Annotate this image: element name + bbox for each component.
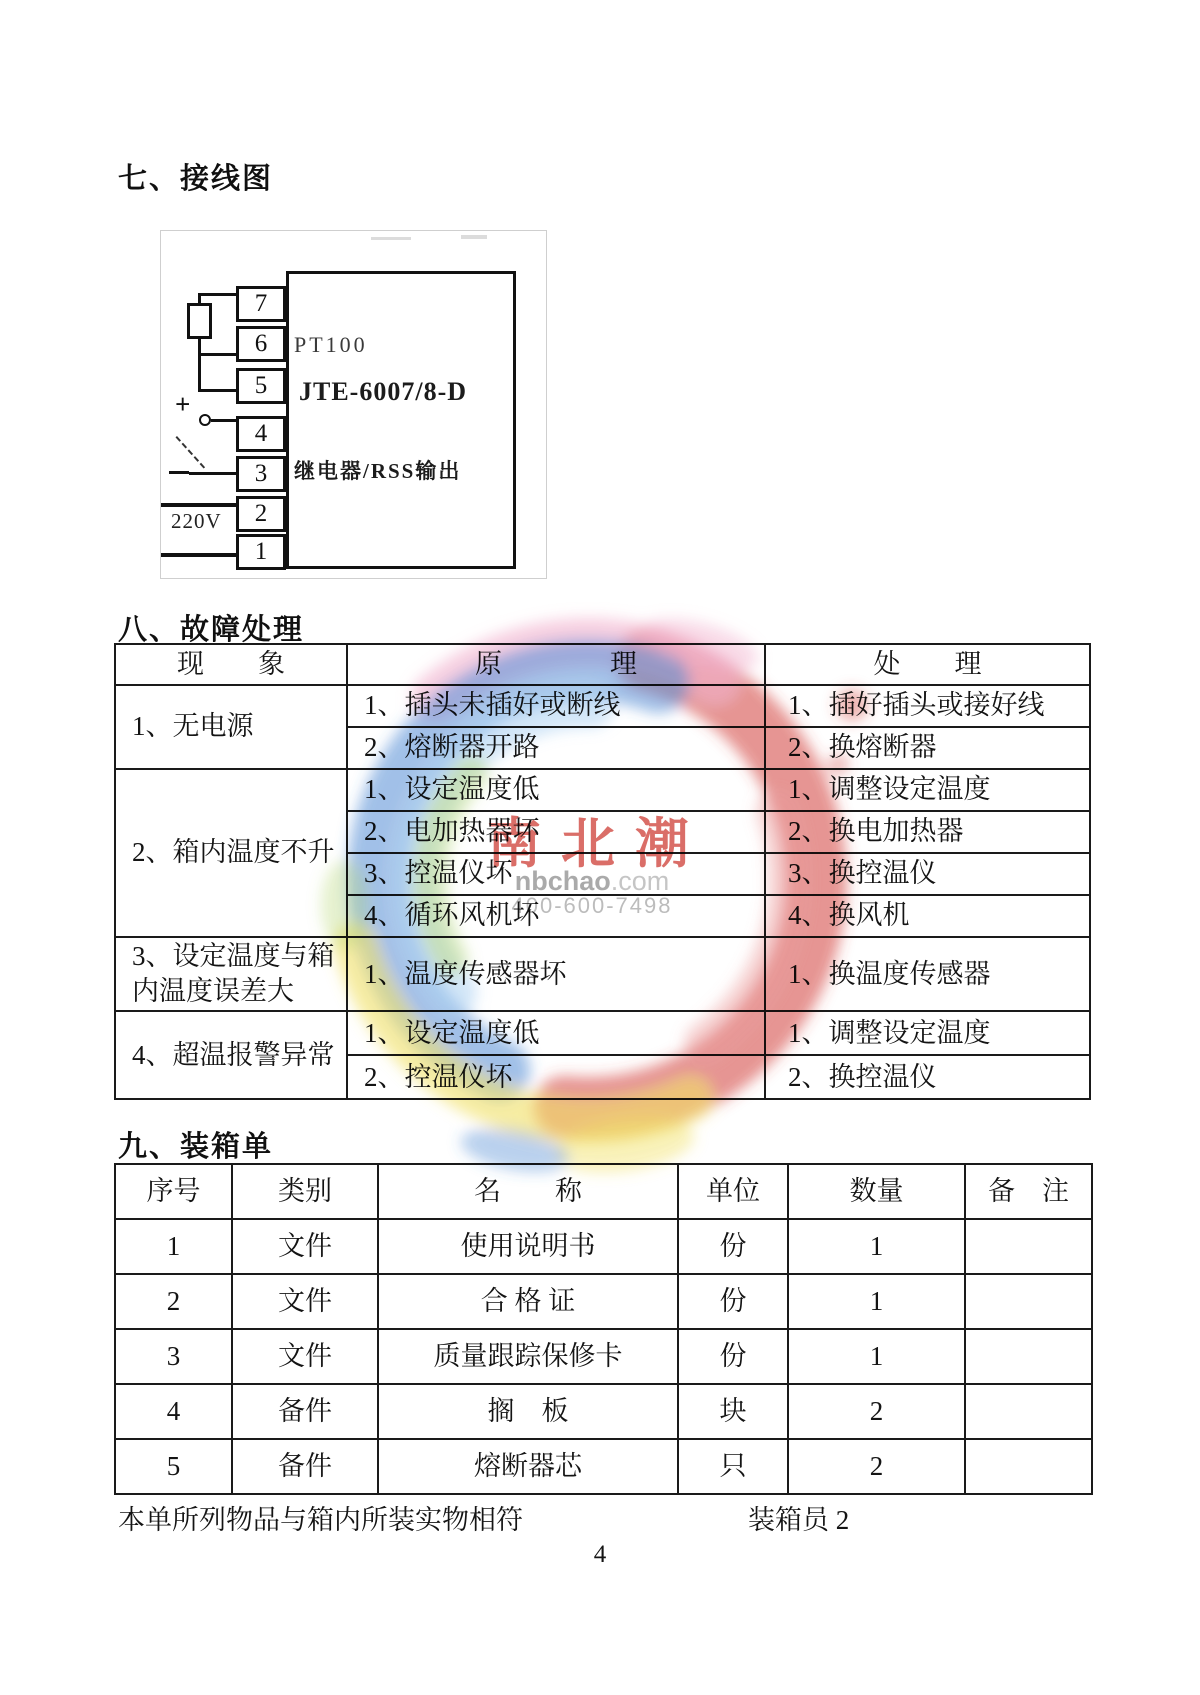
section-title-wiring: 七、接线图 [118, 163, 274, 195]
ts-header-remedy: 处 理 [765, 644, 1090, 685]
ts-cause: 2、控温仪坏 [347, 1055, 765, 1099]
pk-cell: 1 [788, 1219, 965, 1274]
pk-cell: 文件 [232, 1219, 378, 1274]
ts-remedy: 1、调整设定温度 [765, 1011, 1090, 1055]
terminal-box-1: 1 [236, 534, 286, 570]
pk-cell: 份 [678, 1219, 788, 1274]
terminal-box-3: 3 [236, 456, 286, 492]
watermark-domain-text: nbchao.com [514, 866, 670, 896]
ts-cause: 1、温度传感器坏 [347, 937, 765, 1011]
pk-cell: 备件 [232, 1439, 378, 1494]
ts-remedy: 1、插好插头或接好线 [765, 685, 1090, 727]
pk-cell: 2 [788, 1384, 965, 1439]
packing-list-table [114, 1163, 1093, 1495]
wire-power-neutral [161, 553, 236, 557]
packer-id: 装箱员 2 [748, 1505, 850, 1535]
pk-cell [965, 1384, 1092, 1439]
pk-cell [965, 1219, 1092, 1274]
ts-cause: 2、熔断器开路 [347, 727, 765, 769]
ts-remedy: 2、换电加热器 [765, 811, 1090, 853]
watermark-brand-text: 南北潮 [487, 814, 709, 874]
ts-remedy: 3、换控温仪 [765, 853, 1090, 895]
pk-cell: 1 [788, 1274, 965, 1329]
pk-cell [965, 1274, 1092, 1329]
pk-cell [965, 1329, 1092, 1384]
terminal-box-2: 2 [236, 496, 286, 532]
terminal-box-6: 6 [236, 326, 286, 362]
pk-cell: 备件 [232, 1384, 378, 1439]
pk-cell: 5 [115, 1439, 232, 1494]
controller-box [286, 271, 516, 569]
pk-cell: 1 [788, 1329, 965, 1384]
ts-remedy: 1、换温度传感器 [765, 937, 1090, 1011]
troubleshooting-table [114, 643, 1091, 1100]
pk-cell: 合 格 证 [378, 1274, 678, 1329]
ts-phenomenon: 2、箱内温度不升 [115, 769, 347, 937]
sensor-type-label: PT100 [294, 332, 368, 357]
relay-output-label: 继电器/RSS输出 [294, 459, 462, 483]
pk-cell: 使用说明书 [378, 1219, 678, 1274]
page-number: 4 [593, 1541, 607, 1568]
switch-contact-circle [199, 414, 211, 426]
pk-cell: 2 [788, 1439, 965, 1494]
pk-cell [965, 1439, 1092, 1494]
terminal-box-7: 7 [236, 286, 286, 322]
pk-header-qty: 数量 [788, 1164, 965, 1219]
pk-cell: 块 [678, 1384, 788, 1439]
scan-smudge [371, 237, 411, 240]
pk-cell: 质量跟踪保修卡 [378, 1329, 678, 1384]
pk-cell: 只 [678, 1439, 788, 1494]
ts-cause: 3、控温仪坏 [347, 853, 765, 895]
ts-remedy: 2、换控温仪 [765, 1055, 1090, 1099]
watermark-phone-text: 400-600-7498 [511, 893, 673, 918]
switch-plus-label: + [175, 389, 191, 419]
pk-header-no: 序号 [115, 1164, 232, 1219]
ts-cause: 1、插头未插好或断线 [347, 685, 765, 727]
pk-cell: 熔断器芯 [378, 1439, 678, 1494]
wire-terminal-5 [198, 389, 236, 392]
pk-cell: 文件 [232, 1274, 378, 1329]
terminal-box-5: 5 [236, 368, 286, 404]
pk-header-unit: 单位 [678, 1164, 788, 1219]
pk-header-category: 类别 [232, 1164, 378, 1219]
packing-note-left: 本单所列物品与箱内所装实物相符 [118, 1505, 523, 1535]
switch-minus-bar [169, 471, 189, 474]
power-voltage-label: 220V [171, 509, 222, 533]
pk-header-name: 名 称 [378, 1164, 678, 1219]
ts-header-cause: 原 理 [347, 644, 765, 685]
wire-terminal-7 [198, 293, 236, 296]
terminal-box-4: 4 [236, 416, 286, 452]
wire-power-live [161, 503, 236, 507]
ts-remedy: 2、换熔断器 [765, 727, 1090, 769]
pk-cell: 份 [678, 1329, 788, 1384]
section-title-troubleshooting: 八、故障处理 [118, 614, 305, 646]
pk-cell: 1 [115, 1219, 232, 1274]
controller-model-label: JTE-6007/8-D [299, 377, 467, 406]
pk-cell: 文件 [232, 1329, 378, 1384]
pk-cell: 2 [115, 1274, 232, 1329]
ts-cause: 1、设定温度低 [347, 769, 765, 811]
ts-phenomenon: 1、无电源 [115, 685, 347, 769]
pk-cell: 份 [678, 1274, 788, 1329]
scan-smudge [461, 235, 487, 239]
ts-cause: 4、循环风机坏 [347, 895, 765, 937]
ts-remedy: 4、换风机 [765, 895, 1090, 937]
ts-cause: 2、电加热器坏 [347, 811, 765, 853]
ts-phenomenon: 3、设定温度与箱内温度误差大 [115, 937, 347, 1011]
ts-remedy: 1、调整设定温度 [765, 769, 1090, 811]
wire-terminal-6 [198, 353, 236, 356]
pk-cell: 3 [115, 1329, 232, 1384]
wiring-diagram [160, 230, 547, 579]
switch-lever [176, 436, 206, 469]
packing-note [0, 1498, 1200, 1535]
wire-terminal-4 [211, 419, 236, 422]
ts-header-phenomenon: 现 象 [115, 644, 347, 685]
section-title-packing: 九、装箱单 [118, 1131, 274, 1163]
pt100-resistor-symbol [187, 303, 212, 339]
pk-cell: 搁 板 [378, 1384, 678, 1439]
pk-cell: 4 [115, 1384, 232, 1439]
wire-terminal-3 [189, 472, 236, 475]
ts-phenomenon: 4、超温报警异常 [115, 1011, 347, 1099]
pk-header-remark: 备 注 [965, 1164, 1092, 1219]
ts-cause: 1、设定温度低 [347, 1011, 765, 1055]
